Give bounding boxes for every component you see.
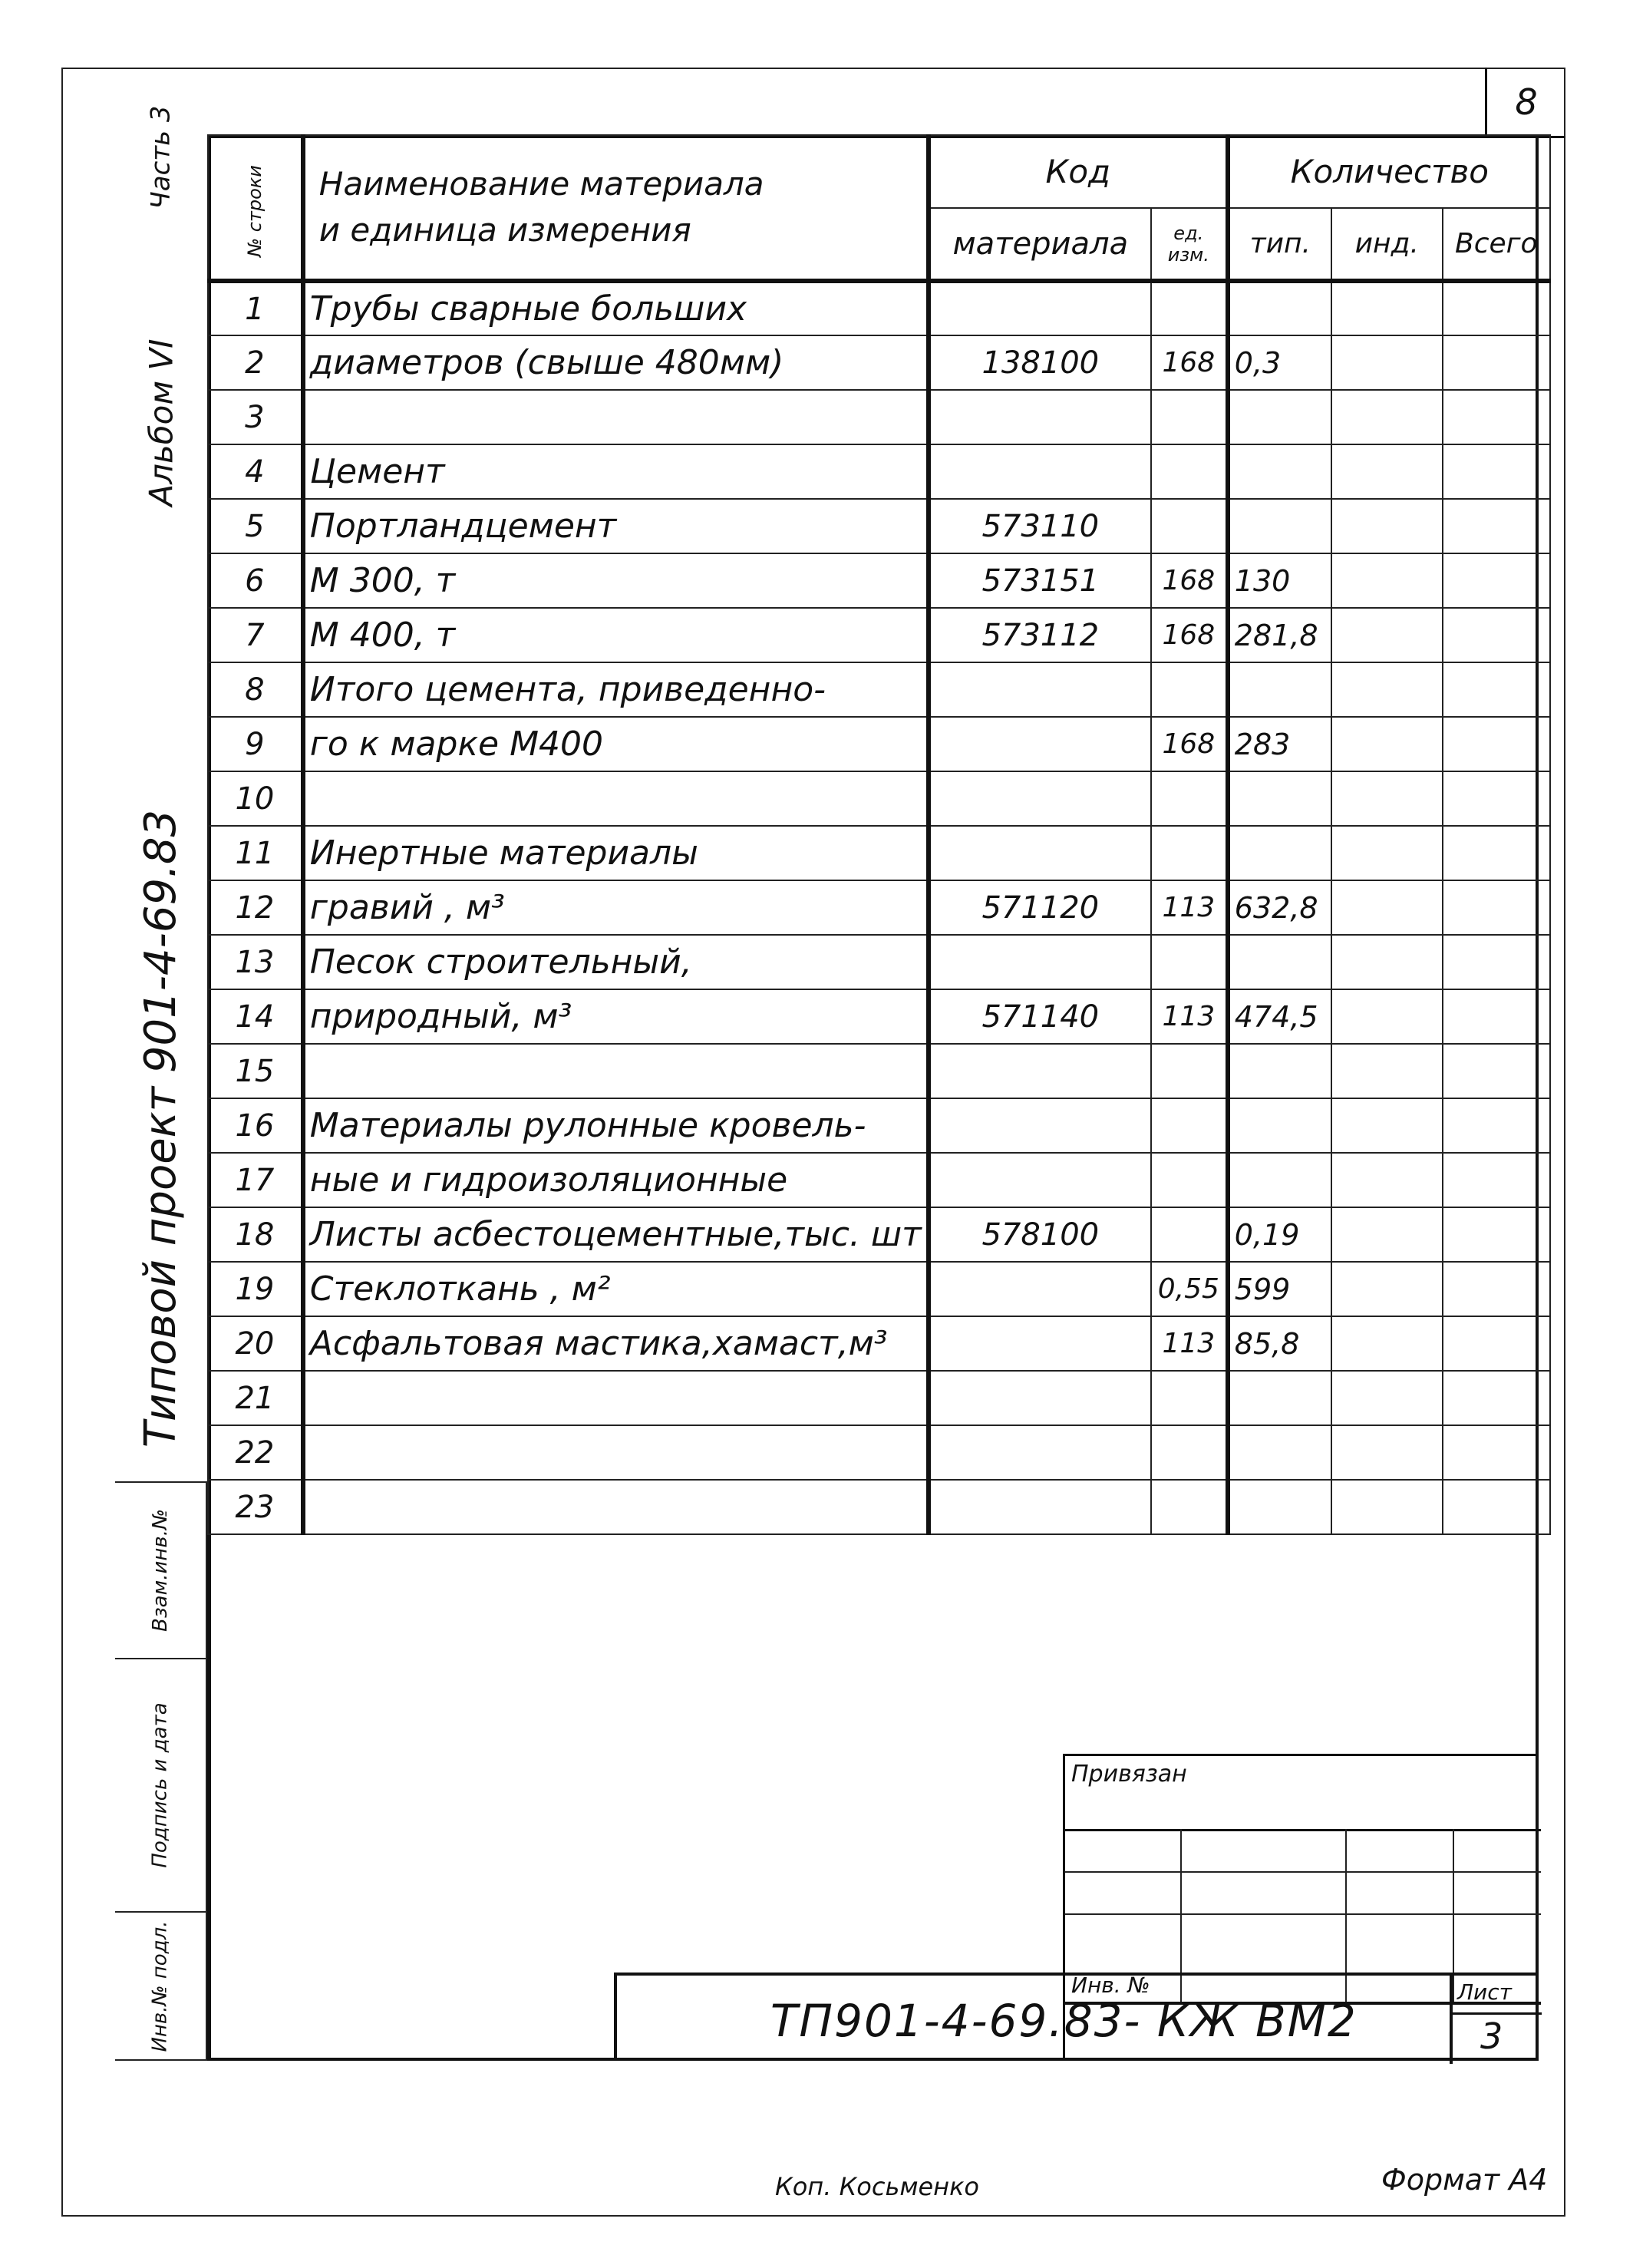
material-name: го к марке М400: [303, 717, 929, 771]
privyazan-label: Привязан: [1071, 1761, 1187, 1788]
qty-ind-header: инд.: [1331, 208, 1443, 281]
table-row: [208, 1207, 1550, 1262]
unit-code: [1151, 1371, 1228, 1425]
unit-code: 168: [1151, 717, 1228, 771]
material-code: [929, 1425, 1151, 1480]
table-row: [208, 1316, 1550, 1371]
qty-tip: [1228, 499, 1331, 553]
row-number: 20: [208, 1316, 303, 1371]
row-number: 9: [208, 717, 303, 771]
qty-tip: 283: [1228, 717, 1331, 771]
row-number: 13: [208, 935, 303, 989]
table-row: [208, 1480, 1550, 1534]
code-material-header: материала: [929, 208, 1151, 281]
table-row: [208, 499, 1550, 553]
name-header: Наименование материала и единица измерения: [303, 135, 929, 281]
table-row: [208, 1098, 1550, 1153]
row-number: 23: [208, 1480, 303, 1534]
qty-ind: [1331, 771, 1443, 826]
material-code: [929, 1098, 1151, 1153]
material-name: Материалы рулонные кровель-: [303, 1098, 929, 1153]
code-group-header: Код: [929, 135, 1228, 208]
row-number: 2: [208, 335, 303, 390]
qty-ind: [1331, 880, 1443, 935]
qty-total: [1443, 935, 1550, 989]
material-code: 571120: [929, 880, 1151, 935]
qty-ind: [1331, 717, 1443, 771]
unit-code: [1151, 390, 1228, 444]
material-name: М 300, т: [303, 553, 929, 608]
vzam-inv-cell: Взам.инв.№: [115, 1481, 207, 1658]
qty-tip: 599: [1228, 1262, 1331, 1316]
designation-block: [614, 1973, 1539, 2061]
qty-total: [1443, 1425, 1550, 1480]
qty-total: [1443, 771, 1550, 826]
material-code: [929, 717, 1151, 771]
qty-total: [1443, 444, 1550, 499]
row-number: 19: [208, 1262, 303, 1316]
table-row: [208, 390, 1550, 444]
qty-ind: [1331, 499, 1443, 553]
qty-total: [1443, 1371, 1550, 1425]
material-name: Трубы сварные больших: [303, 281, 929, 335]
qty-total: [1443, 1153, 1550, 1207]
material-code: [929, 281, 1151, 335]
material-name: [303, 1371, 929, 1425]
qty-ind: [1331, 1316, 1443, 1371]
qty-ind: [1331, 1153, 1443, 1207]
row-number: 11: [208, 826, 303, 880]
unit-code: 168: [1151, 335, 1228, 390]
row-number: 12: [208, 880, 303, 935]
material-code: [929, 1316, 1151, 1371]
material-name: М 400, т: [303, 608, 929, 662]
row-number: 10: [208, 771, 303, 826]
table-row: [208, 1262, 1550, 1316]
qty-tip: 85,8: [1228, 1316, 1331, 1371]
material-name: Портландцемент: [303, 499, 929, 553]
qty-tip: [1228, 1153, 1331, 1207]
qty-ind: [1331, 826, 1443, 880]
unit-code: [1151, 1480, 1228, 1534]
qty-ind: [1331, 1425, 1443, 1480]
row-number: 15: [208, 1044, 303, 1098]
row-number: 18: [208, 1207, 303, 1262]
qty-total-header: Всего: [1443, 208, 1550, 281]
qty-total: [1443, 826, 1550, 880]
qty-ind: [1331, 662, 1443, 717]
qty-ind: [1331, 1480, 1443, 1534]
unit-code: [1151, 1098, 1228, 1153]
qty-tip: [1228, 390, 1331, 444]
row-number: 8: [208, 662, 303, 717]
unit-code: 113: [1151, 880, 1228, 935]
qty-total: [1443, 1044, 1550, 1098]
qty-total: [1443, 1098, 1550, 1153]
row-number-header: № строки: [208, 135, 303, 281]
table-row: [208, 444, 1550, 499]
qty-total: [1443, 335, 1550, 390]
qty-total: [1443, 1480, 1550, 1534]
qty-total: [1443, 553, 1550, 608]
unit-code: 113: [1151, 989, 1228, 1044]
qty-tip: [1228, 1480, 1331, 1534]
unit-code: 168: [1151, 608, 1228, 662]
qty-ind: [1331, 935, 1443, 989]
unit-code: 0,55: [1151, 1262, 1228, 1316]
material-code: [929, 935, 1151, 989]
qty-tip: 632,8: [1228, 880, 1331, 935]
table-row: [208, 1371, 1550, 1425]
row-number: 4: [208, 444, 303, 499]
unit-code: [1151, 1425, 1228, 1480]
unit-code: [1151, 935, 1228, 989]
row-number: 21: [208, 1371, 303, 1425]
material-code: 573112: [929, 608, 1151, 662]
unit-code: [1151, 1044, 1228, 1098]
table-row: [208, 717, 1550, 771]
table-row: [208, 880, 1550, 935]
material-code: [929, 1371, 1151, 1425]
material-name: Асфальтовая мастика,хамаст,м³: [303, 1316, 929, 1371]
qty-tip: [1228, 826, 1331, 880]
unit-code: [1151, 499, 1228, 553]
list-value: 3: [1480, 2015, 1503, 2057]
qty-total: [1443, 1262, 1550, 1316]
qty-tip: 281,8: [1228, 608, 1331, 662]
material-name: [303, 390, 929, 444]
material-name: Песок строительный,: [303, 935, 929, 989]
material-name: [303, 1425, 929, 1480]
material-name: Цемент: [303, 444, 929, 499]
qty-tip: [1228, 1098, 1331, 1153]
format-label: Формат А4: [1381, 2163, 1548, 2197]
row-number: 7: [208, 608, 303, 662]
unit-code: [1151, 444, 1228, 499]
qty-tip: 0,3: [1228, 335, 1331, 390]
qty-total: [1443, 662, 1550, 717]
material-name: [303, 1480, 929, 1534]
qty-tip: [1228, 662, 1331, 717]
unit-code: [1151, 826, 1228, 880]
table-row: [208, 989, 1550, 1044]
unit-code: [1151, 1153, 1228, 1207]
qty-total: [1443, 989, 1550, 1044]
material-name: Инертные материалы: [303, 826, 929, 880]
row-number: 14: [208, 989, 303, 1044]
material-name: [303, 1044, 929, 1098]
material-name: ные и гидроизоляционные: [303, 1153, 929, 1207]
material-code: [929, 1044, 1151, 1098]
qty-tip: [1228, 1425, 1331, 1480]
table-row: [208, 1044, 1550, 1098]
row-number: 22: [208, 1425, 303, 1480]
qty-tip: [1228, 444, 1331, 499]
material-code: 573151: [929, 553, 1151, 608]
row-number: 3: [208, 390, 303, 444]
side-part-label: Часть 3: [146, 105, 176, 210]
material-code: 138100: [929, 335, 1151, 390]
material-code: [929, 444, 1151, 499]
signature-date-cell: Подпись и дата: [115, 1658, 207, 1911]
qty-ind: [1331, 608, 1443, 662]
table-row: [208, 281, 1550, 335]
material-name: диаметров (свыше 480мм): [303, 335, 929, 390]
qty-group-header: Количество: [1228, 135, 1550, 208]
qty-ind: [1331, 1262, 1443, 1316]
material-code: 571140: [929, 989, 1151, 1044]
qty-total: [1443, 1316, 1550, 1371]
designation-text: ТП901-4-69.83- КЖ ВМ2: [770, 1995, 1358, 2047]
qty-ind: [1331, 444, 1443, 499]
inv-podl-cell: Инв.№ подл.: [115, 1911, 207, 2061]
table-row: [208, 1425, 1550, 1480]
material-code: [929, 390, 1151, 444]
material-name: природный, м³: [303, 989, 929, 1044]
qty-tip: [1228, 1044, 1331, 1098]
qty-tip: [1228, 935, 1331, 989]
code-unit-header: ед. изм.: [1151, 208, 1228, 281]
table-row: [208, 662, 1550, 717]
qty-total: [1443, 1207, 1550, 1262]
qty-tip: 0,19: [1228, 1207, 1331, 1262]
row-number: 17: [208, 1153, 303, 1207]
qty-tip: [1228, 281, 1331, 335]
material-code: 573110: [929, 499, 1151, 553]
material-code: [929, 1153, 1151, 1207]
unit-code: [1151, 1207, 1228, 1262]
qty-ind: [1331, 1044, 1443, 1098]
qty-total: [1443, 880, 1550, 935]
table-row: [208, 335, 1550, 390]
material-code: [929, 771, 1151, 826]
table-row: [208, 935, 1550, 989]
inv-no-label: Инв. №: [1071, 1973, 1150, 1998]
qty-tip: [1228, 1371, 1331, 1425]
qty-ind: [1331, 390, 1443, 444]
qty-ind: [1331, 1371, 1443, 1425]
qty-total: [1443, 390, 1550, 444]
table-row: [208, 826, 1550, 880]
qty-tip: 130: [1228, 553, 1331, 608]
qty-ind: [1331, 553, 1443, 608]
qty-total: [1443, 608, 1550, 662]
sheet-number: 8: [1485, 68, 1565, 138]
material-code: [929, 826, 1151, 880]
side-project-label: Типовой проект 901-4-69.83: [136, 809, 186, 1448]
material-name: Листы асбестоцементные,тыс. шт: [303, 1207, 929, 1262]
qty-ind: [1331, 1207, 1443, 1262]
material-code: [929, 1480, 1151, 1534]
qty-ind: [1331, 989, 1443, 1044]
material-code: [929, 662, 1151, 717]
qty-ind: [1331, 281, 1443, 335]
table-row: [208, 608, 1550, 662]
material-name: [303, 771, 929, 826]
qty-tip-header: тип.: [1228, 208, 1331, 281]
side-album-label: Альбом VI: [142, 338, 180, 507]
row-number: 1: [208, 281, 303, 335]
unit-code: 168: [1151, 553, 1228, 608]
unit-code: [1151, 662, 1228, 717]
material-name: Стеклоткань , м²: [303, 1262, 929, 1316]
material-name: гравий , м³: [303, 880, 929, 935]
qty-ind: [1331, 335, 1443, 390]
qty-tip: 474,5: [1228, 989, 1331, 1044]
unit-code: 113: [1151, 1316, 1228, 1371]
row-number: 16: [208, 1098, 303, 1153]
qty-total: [1443, 499, 1550, 553]
qty-total: [1443, 281, 1550, 335]
copied-by: Коп. Косьменко: [775, 2172, 979, 2201]
material-name: Итого цемента, приведенно-: [303, 662, 929, 717]
list-label: Лист: [1457, 1979, 1512, 2005]
unit-code: [1151, 771, 1228, 826]
table-row: [208, 771, 1550, 826]
row-number: 6: [208, 553, 303, 608]
material-code: [929, 1262, 1151, 1316]
table-row: [208, 1153, 1550, 1207]
qty-ind: [1331, 1098, 1443, 1153]
unit-code: [1151, 281, 1228, 335]
row-number: 5: [208, 499, 303, 553]
qty-tip: [1228, 771, 1331, 826]
material-code: 578100: [929, 1207, 1151, 1262]
table-row: [208, 553, 1550, 608]
qty-total: [1443, 717, 1550, 771]
materials-table: [207, 134, 1551, 1535]
